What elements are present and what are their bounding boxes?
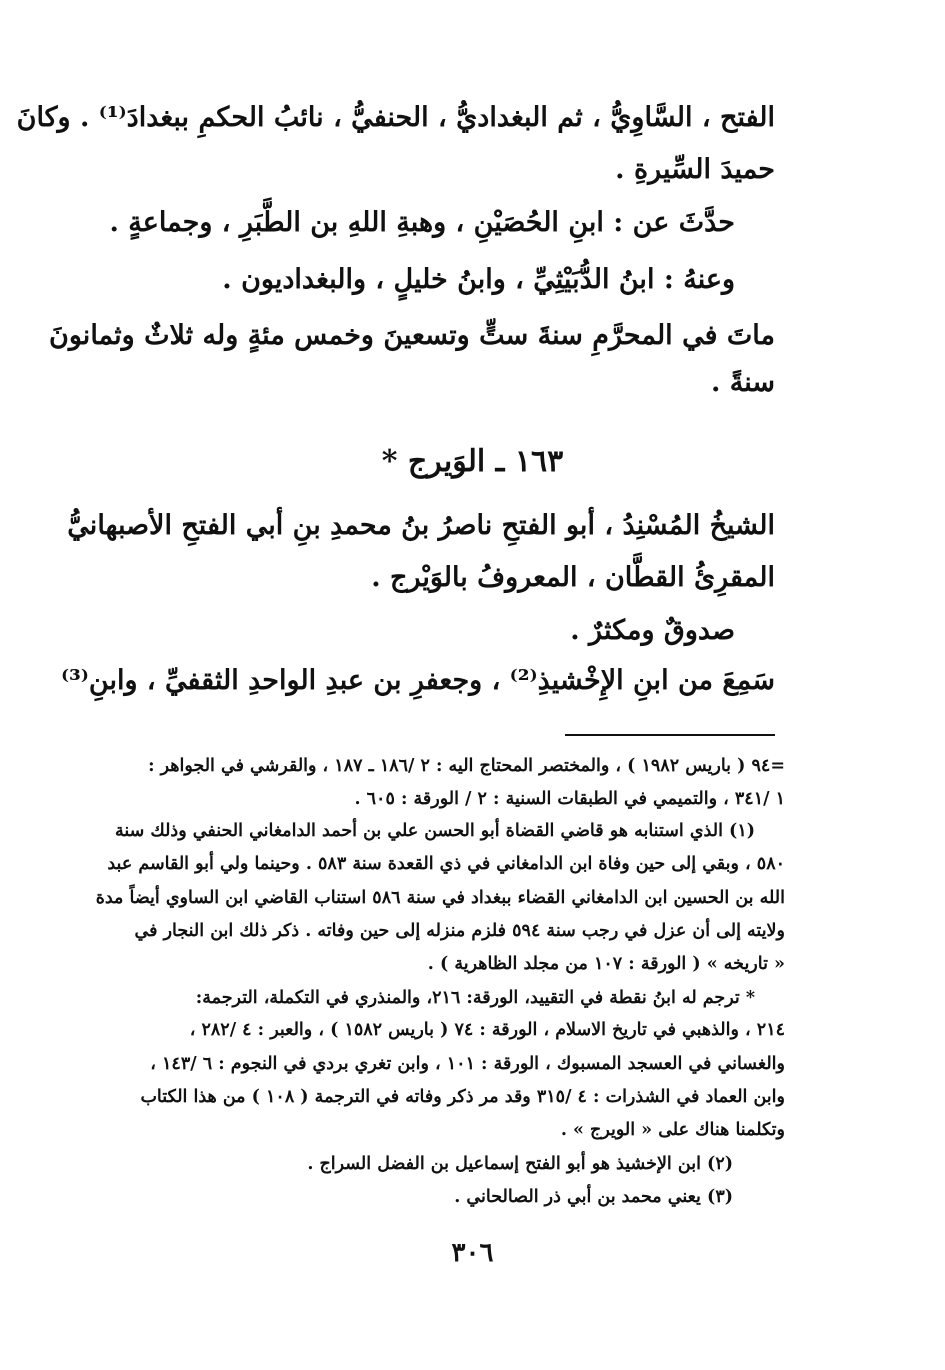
footnote-line: الله بن الحسين ابن الدامغاني القضاء ببغداد في سنة ٥٨٦ استناب القاضي ابن الساوي أيضاً مدة (95, 888, 785, 908)
text-line: وعنهُ : ابنُ الدُّبَيْثِيِّ ، وابنُ خليلٍ ، والبغداديون . (222, 264, 735, 295)
footnote-line: (٣) يعني محمد بن أبي ذر الصالحاني . (454, 1187, 733, 1207)
text-line: حميدَ السِّيرةِ . (615, 154, 775, 185)
entry-line: صدوقٌ ومكثرٌ . (570, 615, 735, 646)
footnote-line: والغساني في العسجد المسبوك ، الورقة : ١٠١ ، وابن تغري بردي في النجوم : ٦ /١٤٣ ، (150, 1054, 785, 1074)
footnote-line: =٩٤ ( باريس ١٩٨٢ ) ، والمختصر المحتاج اليه : ٢ /١٨٦ ـ ١٨٧ ، والقرشي في الجواهر : (148, 756, 785, 776)
entry-heading: ١٦٣ ـ الوَيرج * (381, 444, 564, 479)
footnote-line: (٢) ابن الإخشيذ هو أبو الفتح إسماعيل بن الفضل السراج . (307, 1154, 733, 1174)
footnote-line: (١) الذي استنابه هو قاضي القضاة أبو الحسن علي بن أحمد الدامغاني الحنفي وذلك سنة (114, 821, 755, 841)
footnote-line: وتكلمنا هناك على « الويرج » . (560, 1120, 785, 1140)
text-line: ماتَ في المحرَّمِ سنةَ ستٍّ وتسعينَ وخمس مئةٍ وله ثلاثٌ وثمانونَ (49, 320, 775, 351)
page-number: ٣٠٦ (451, 1238, 494, 1268)
entry-line: الشيخُ المُسْنِدُ ، أبو الفتحِ ناصرُ بنُ محمدِ بنِ أبي الفتحِ الأصبهانيُّ (67, 510, 775, 541)
footnote-line: « تاريخه » ( الورقة : ١٠٧ من مجلد الظاهرية ) . (427, 954, 785, 974)
footnote-line: ٢١٤ ، والذهبي في تاريخ الاسلام ، الورقة : ٧٤ ( باريس ١٥٨٢ ) ، والعبر : ٤ /٢٨٢ ، (189, 1020, 785, 1040)
footnote-line: ٥٨٠ ، وبقي إلى حين وفاة ابن الدامغاني في ذي القعدة سنة ٥٨٣ . وحينما ولي أبو القاسم عبد (107, 854, 785, 874)
footnote-separator (565, 734, 775, 736)
text-line: سنةً . (710, 367, 775, 398)
text-line: حدَّثَ عن : ابنِ الحُصَيْنِ ، وهبةِ اللهِ بن الطَّبَرِ ، وجماعةٍ . (109, 207, 735, 238)
footnote-line: ولايته إلى أن عزل في رجب سنة ٥٩٤ فلزم منزله إلى حين وفاته . ذكر ذلك ابن النجار في (134, 921, 785, 941)
footnote-line: وابن العماد في الشذرات : ٤ /٣١٥ وقد مر ذكر وفاته في الترجمة ( ١٠٨ ) من هذا الكتاب (140, 1087, 785, 1107)
entry-line: سَمِعَ من ابنِ الإِخْشيذِ⁽²⁾ ، وجعفرِ بن عبدِ الواحدِ الثقفيِّ ، وابنِ⁽³⁾ (60, 665, 775, 696)
footnote-line: ١ /٣٤١ ، والتميمي في الطبقات السنية : ٢ / الورقة : ٦٠٥ . (354, 789, 785, 809)
text-line: الفتح ، السَّاوِيُّ ، ثم البغداديُّ ، الحنفيُّ ، نائبُ الحكمِ ببغدادَ⁽¹⁾ . وكانَ (16, 102, 775, 133)
entry-line: المقرِئُ القطَّان ، المعروفُ بالوَيْرج . (371, 562, 775, 593)
footnote-line: * ترجم له ابنُ نقطة في التقييد، الورقة: ٢١٦، والمنذري في التكملة، الترجمة: (195, 988, 755, 1008)
